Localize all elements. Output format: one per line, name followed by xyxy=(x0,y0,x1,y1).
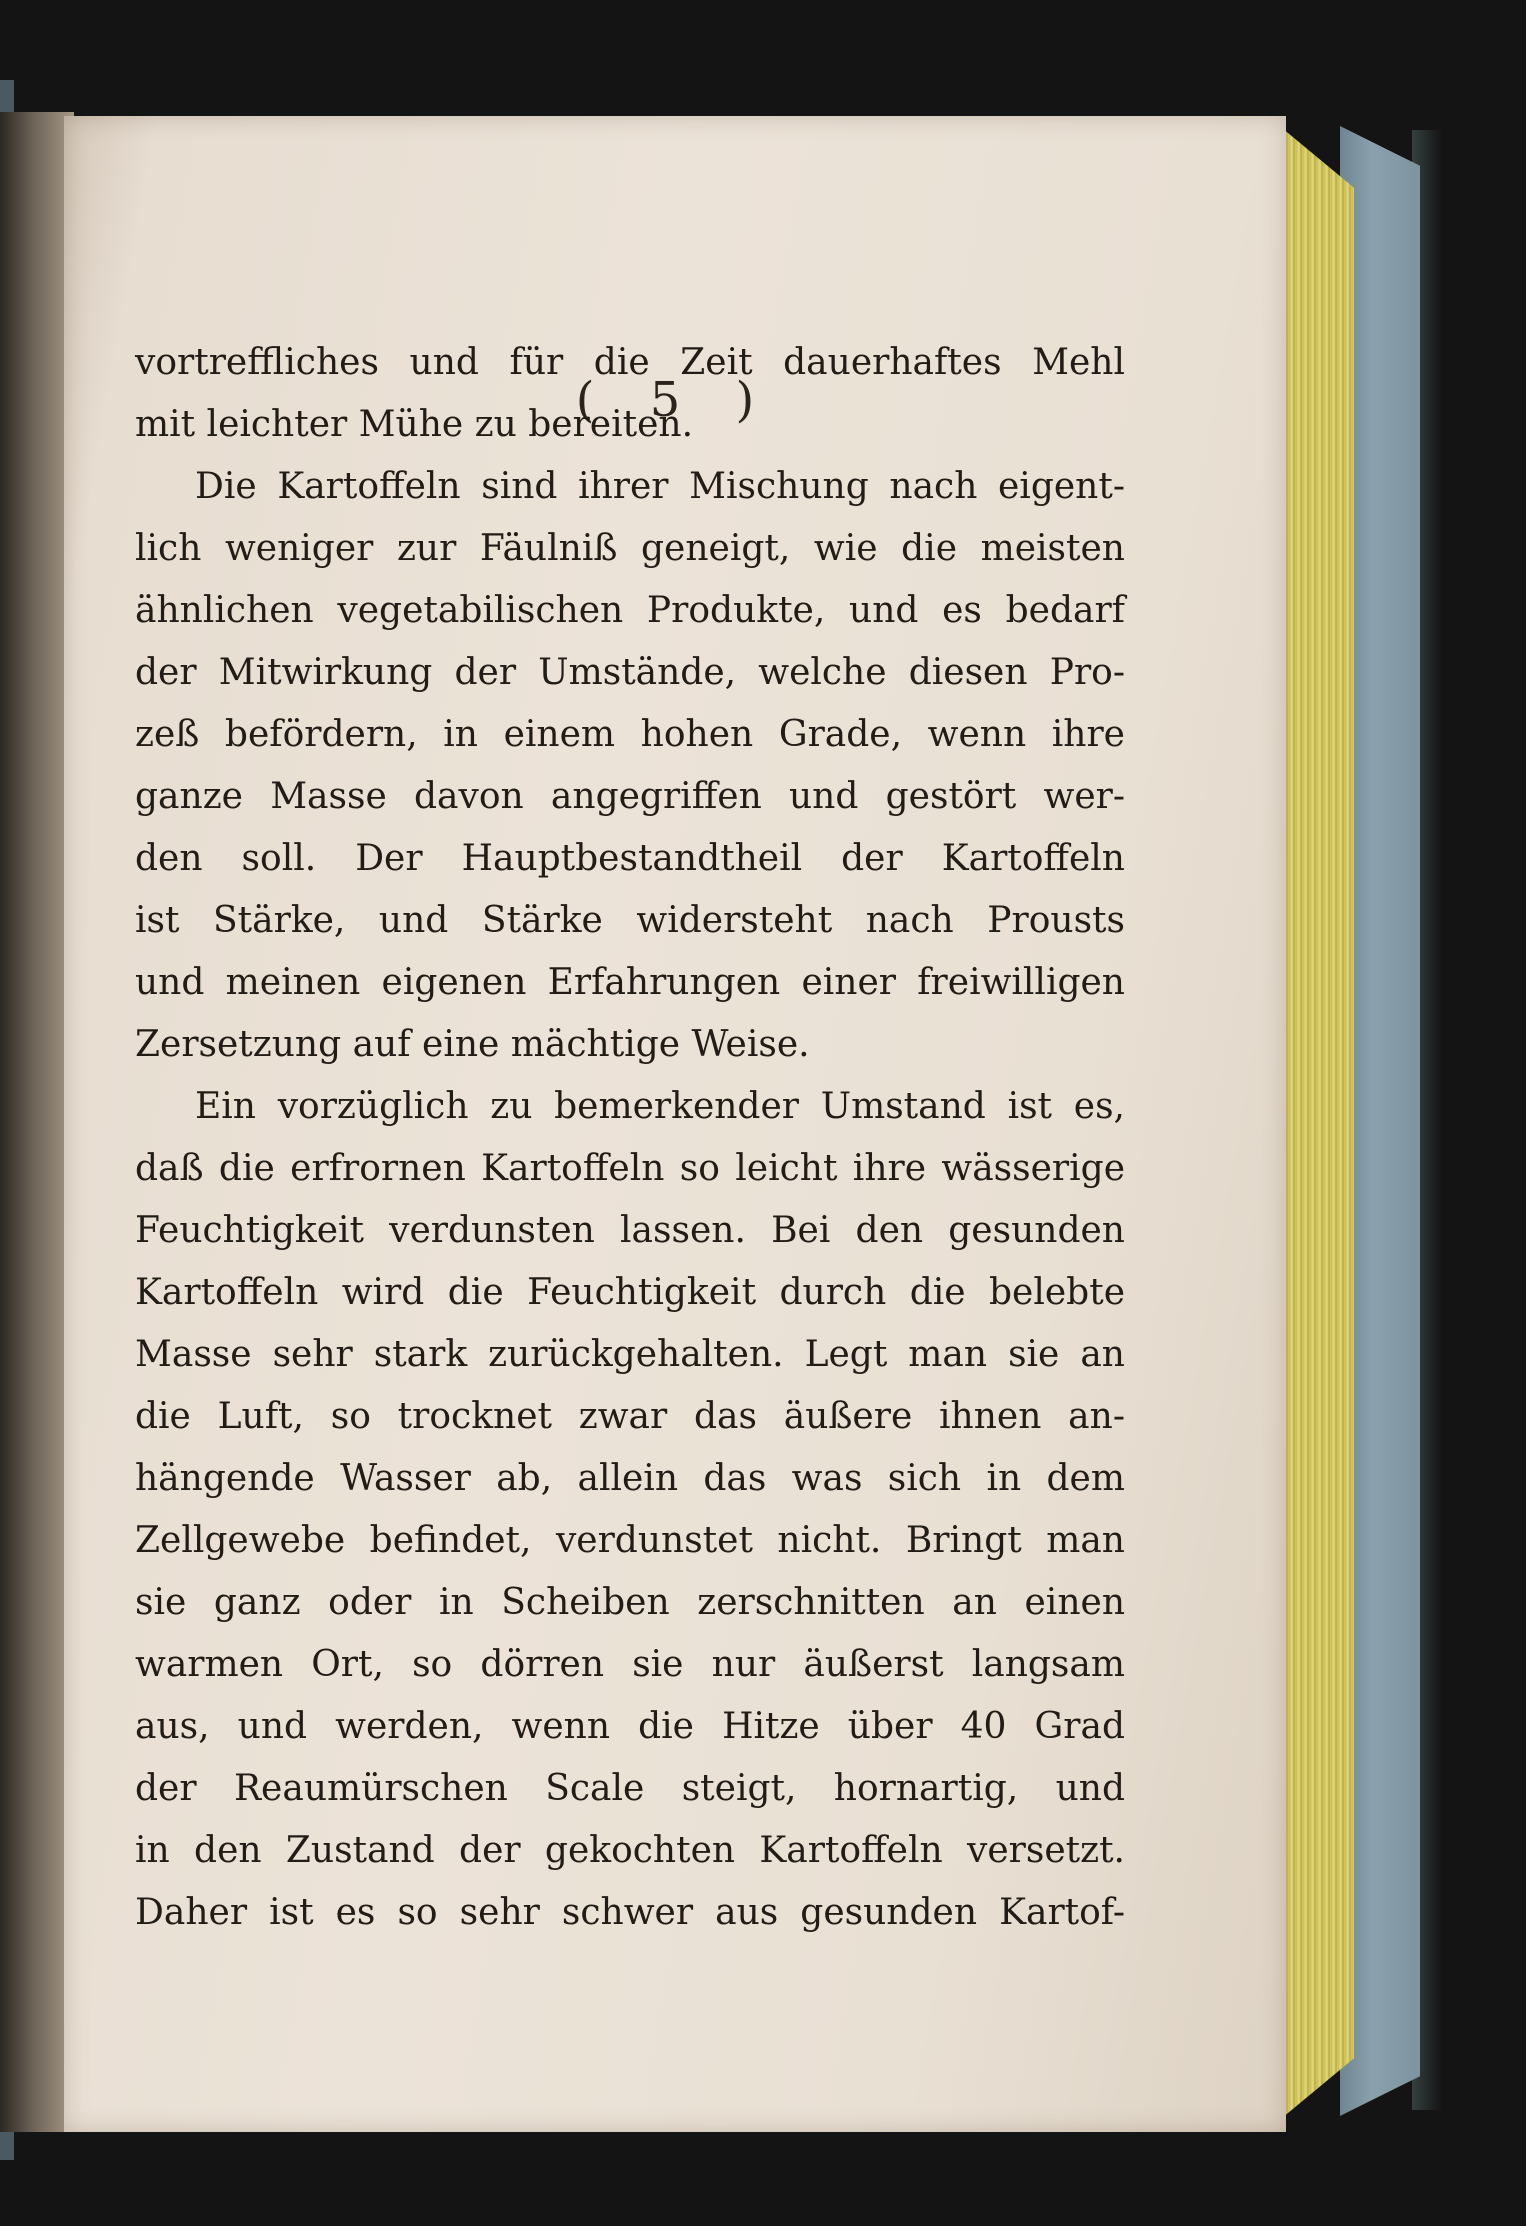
text-line: in den Zustand der gekochten Kartoffeln versetzt. xyxy=(135,1830,1125,1871)
text-line: ist Stärke, und Stärke widersteht nach Prousts xyxy=(135,900,1125,941)
page-number: ( 5 ) xyxy=(575,372,775,428)
text-line: die Luft, so trocknet zwar das äußere ihnen an- xyxy=(135,1396,1125,1437)
text-line: Feuchtigkeit verdunsten lassen. Bei den gesunden xyxy=(135,1210,1125,1251)
text-line: hängende Wasser ab, allein das was sich in dem xyxy=(135,1458,1125,1499)
text-line: der Mitwirkung der Umstände, welche diesen Pro- xyxy=(135,652,1125,693)
text-line: Zersetzung auf eine mächtige Weise. xyxy=(135,1024,810,1065)
text-line: sie ganz oder in Scheiben zerschnitten an einen xyxy=(135,1582,1125,1623)
gilt-fore-edge xyxy=(1282,128,1354,2118)
text-line: zeß befördern, in einem hohen Grade, wenn ihre xyxy=(135,714,1125,755)
text-line: und meinen eigenen Erfahrungen einer freiwilligen xyxy=(135,962,1125,1003)
text-line: der Reaumürschen Scale steigt, hornartig, und xyxy=(135,1768,1125,1809)
text-line: Die Kartoffeln sind ihrer Mischung nach eigent- xyxy=(195,466,1125,507)
text-line: lich weniger zur Fäulniß geneigt, wie die meisten xyxy=(135,528,1125,569)
text-line: Masse sehr stark zurückgehalten. Legt man sie an xyxy=(135,1334,1125,1375)
left-page-edge xyxy=(0,112,74,2132)
text-line: mit leichter Mühe zu bereiten. xyxy=(135,404,694,445)
text-line: daß die erfrornen Kartoffeln so leicht ihre wässerige xyxy=(135,1148,1125,1189)
text-line: ähnlichen vegetabilischen Produkte, und es bedarf xyxy=(135,590,1125,631)
text-line: aus, und werden, wenn die Hitze über 40 Grad xyxy=(135,1706,1125,1747)
text-line: warmen Ort, so dörren sie nur äußerst langsam xyxy=(135,1644,1125,1685)
text-line: ganze Masse davon angegriffen und gestört wer- xyxy=(135,776,1125,817)
body-text xyxy=(135,332,1125,1944)
text-line: Zellgewebe befindet, verdunstet nicht. Bringt man xyxy=(135,1520,1125,1561)
text-line: Ein vorzüglich zu bemerkender Umstand ist es, xyxy=(195,1086,1125,1127)
text-line: Daher ist es so sehr schwer aus gesunden Kartof- xyxy=(135,1892,1125,1933)
text-line: vortreffliches und für die Zeit dauerhaftes Mehl xyxy=(135,342,1125,383)
text-line: den soll. Der Hauptbestandtheil der Kartoffeln xyxy=(135,838,1125,879)
text-line: Kartoffeln wird die Feuchtigkeit durch die belebte xyxy=(135,1272,1125,1313)
